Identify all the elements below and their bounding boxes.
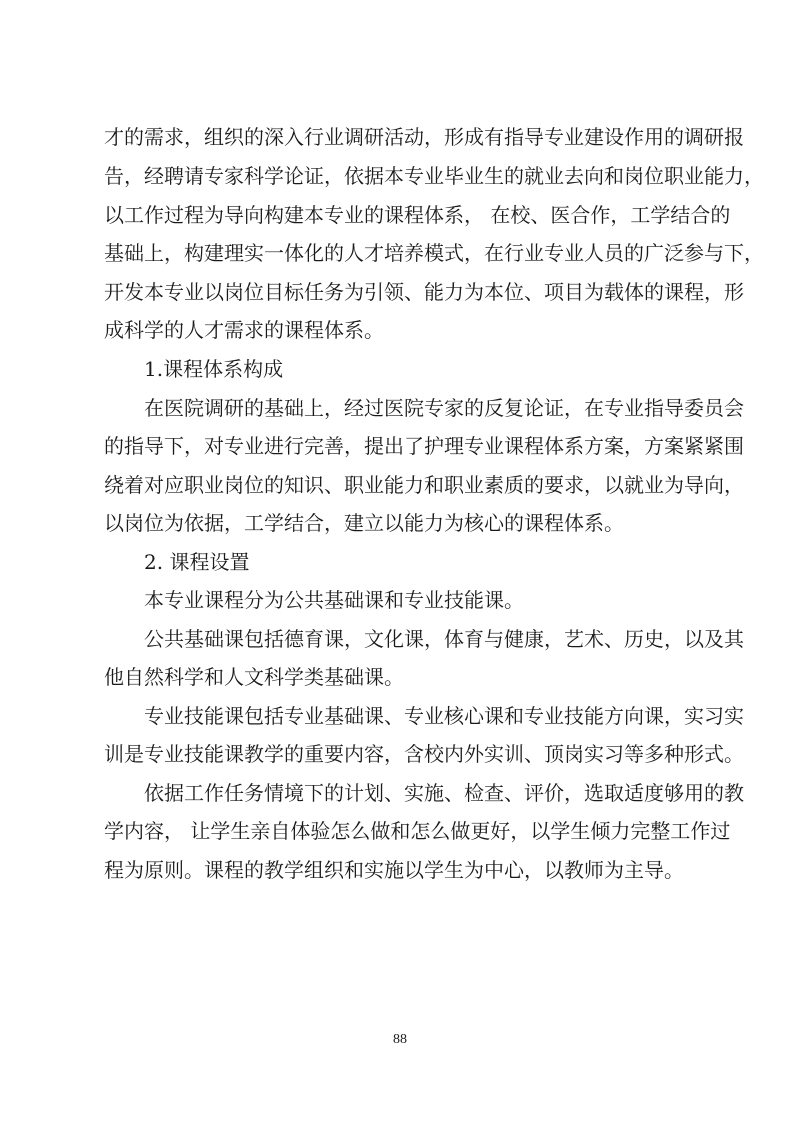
body-text-line: 学内容， 让学生亲自体验怎么做和怎么做更好，以学生倾力完整工作过 bbox=[104, 819, 731, 843]
body-text-line: 开发本专业以岗位目标任务为引领、能力为本位、项目为载体的课程，形 bbox=[104, 280, 744, 304]
body-text-line: 公共基础课包括德育课，文化课，体育与健康，艺术、历史，以及其 bbox=[144, 627, 744, 651]
page-number: 88 bbox=[393, 1032, 407, 1047]
body-text-line: 程为原则。课程的教学组织和实施以学生为中心，以教师为主导。 bbox=[104, 858, 684, 882]
body-text-line: 告，经聘请专家科学论证，依据本专业毕业生的就业去向和岗位职业能力， bbox=[104, 164, 764, 188]
section-heading: 1.课程体系构成 bbox=[144, 357, 284, 381]
body-text-line: 成科学的人才需求的课程体系。 bbox=[104, 318, 384, 342]
body-text-line: 才的需求，组织的深入行业调研活动，形成有指导专业建设作用的调研报 bbox=[104, 125, 744, 149]
body-text-line: 专业技能课包括专业基础课、专业核心课和专业技能方向课，实习实 bbox=[144, 704, 744, 728]
body-text-line: 以岗位为依据，工学结合，建立以能力为核心的课程体系。 bbox=[104, 511, 624, 535]
body-text-line: 基础上，构建理实一体化的人才培养模式，在行业专业人员的广泛参与下， bbox=[104, 241, 764, 265]
body-text-line: 的指导下，对专业进行完善，提出了护理专业课程体系方案，方案紧紧围 bbox=[104, 434, 744, 458]
body-text-line: 他自然科学和人文科学类基础课。 bbox=[104, 665, 404, 689]
body-text-line: 训是专业技能课教学的重要内容，含校内外实训、顶岗实习等多种形式。 bbox=[104, 742, 744, 766]
body-text-line: 本专业课程分为公共基础课和专业技能课。 bbox=[144, 588, 524, 612]
body-text-line: 绕着对应职业岗位的知识、职业能力和职业素质的要求，以就业为导向， bbox=[104, 473, 744, 497]
body-text-line: 依据工作任务情境下的计划、实施、检查、评价，选取适度够用的教 bbox=[144, 781, 744, 805]
section-heading: 2. 课程设置 bbox=[144, 550, 250, 574]
body-text-line: 在医院调研的基础上，经过医院专家的反复论证，在专业指导委员会 bbox=[144, 396, 744, 420]
body-text-line: 以工作过程为导向构建本专业的课程体系， 在校、医合作，工学结合的 bbox=[104, 203, 731, 227]
